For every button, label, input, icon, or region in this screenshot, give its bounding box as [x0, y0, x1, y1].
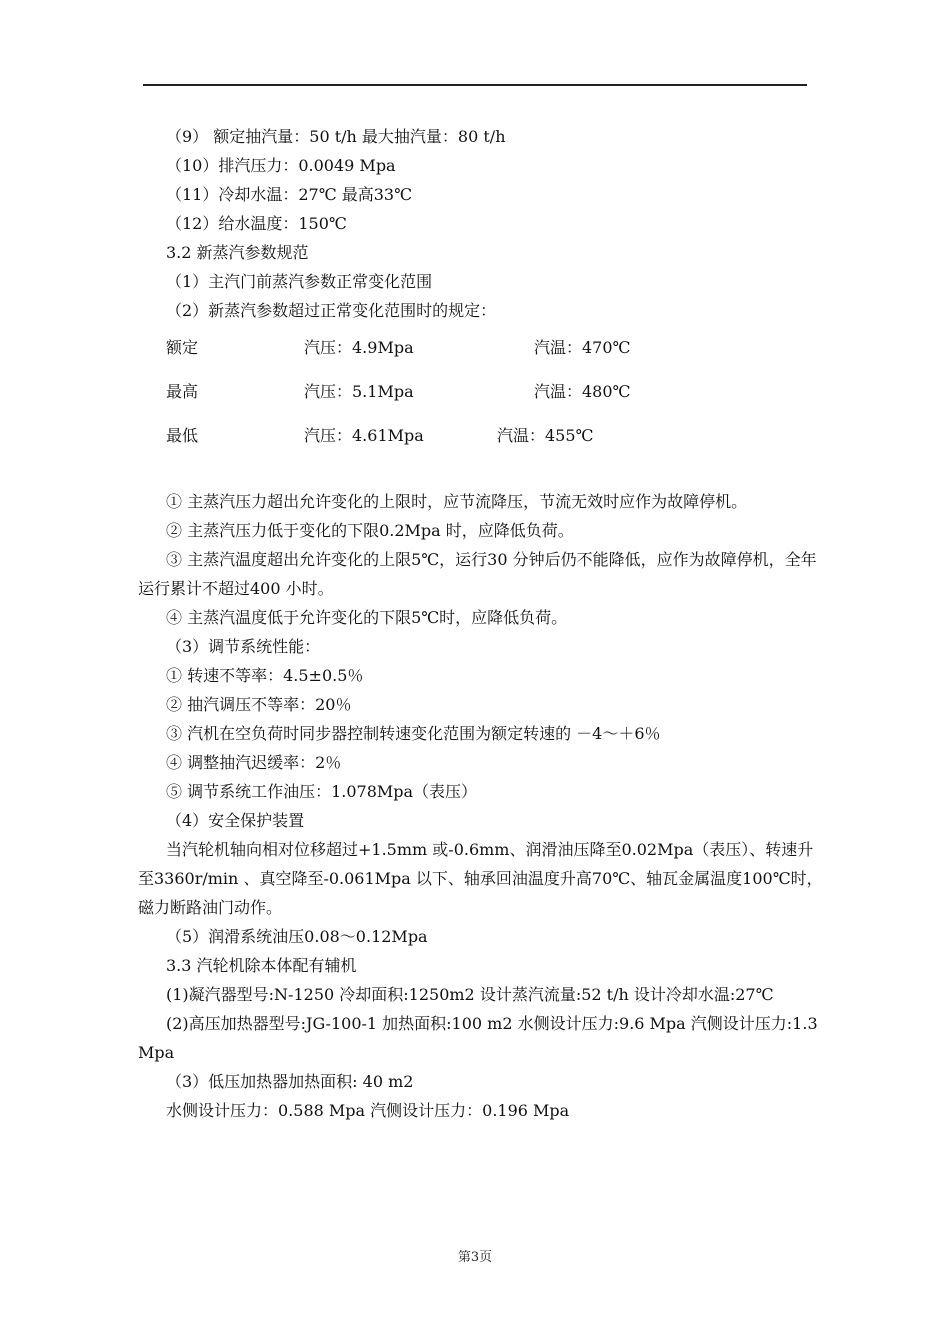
rule-temperature-lower-limit: ④ 主蒸汽温度低于允许变化的下限5℃时，应降低负荷。 [166, 608, 568, 627]
param-label: 最高 [166, 382, 199, 401]
safety-protection-description: 当汽轮机轴向相对位移超过+1.5mm 或-0.6mm、润滑油压降至0.02Mpa（表压）、转速升至3360r/min 、真空降至-0.061Mpa 以下、轴承回油温度升高70℃、轴瓦金属温度100℃时，磁力断路油门动作。 [138, 840, 823, 917]
rule-pressure-lower-limit: ② 主蒸汽压力低于变化的下限0.2Mpa 时，应降低负荷。 [166, 521, 574, 540]
steam-parameter-table [138, 333, 828, 465]
section-heading-3-2: 3.2 新蒸汽参数规范 [166, 243, 309, 262]
spec-line-exhaust-pressure: （10）排汽压力：0.0049 Mpa [166, 156, 396, 175]
item-safety-protection: （4）安全保护装置 [166, 811, 305, 830]
aux-condenser: (1)凝汽器型号:N-1250 冷却面积:1250m2 设计蒸汽流量:52 t/h 设计冷却水温:27℃ [166, 985, 774, 1004]
section-heading-3-3: 3.3 汽轮机除本体配有辅机 [166, 956, 357, 975]
param-row-min [138, 421, 828, 465]
spec-line-feed-water-temp: （12）给水温度：150℃ [166, 214, 347, 233]
rule-pressure-upper-limit: ① 主蒸汽压力超出允许变化的上限时，应节流降压，节流无效时应作为故障停机。 [166, 492, 748, 511]
aux-hp-heater: (2)高压加热器型号:JG-100-1 加热面积:100 m2 水侧设计压力:9.6 Mpa 汽侧设计压力:1.3 Mpa [138, 1014, 818, 1062]
item-steam-exceed-rules: （2）新蒸汽参数超过正常变化范围时的规定： [166, 301, 497, 320]
param-temperature: 汽温：455℃ [497, 426, 594, 445]
header-rule [143, 84, 807, 86]
aux-lp-heater: （3）低压加热器加热面积: 40 m2 [166, 1072, 414, 1091]
perf-oil-pressure: ⑤ 调节系统工作油压：1.078Mpa（表压） [166, 782, 478, 801]
param-label: 最低 [166, 426, 199, 445]
aux-lp-heater-pressures: 水侧设计压力：0.588 Mpa 汽侧设计压力：0.196 Mpa [166, 1101, 570, 1120]
page-number: 第3页 [457, 1250, 493, 1265]
param-row-rated [138, 333, 828, 377]
perf-speed-droop: ① 转速不等率：4.5±0.5％ [166, 666, 364, 685]
param-pressure: 汽压：4.9Mpa [304, 338, 414, 357]
perf-extraction-deadband: ④ 调整抽汽迟缓率：2％ [166, 753, 342, 772]
spec-line-cooling-water-temp: （11）冷却水温：27℃ 最高33℃ [166, 185, 412, 204]
item-lube-oil-pressure: （5）润滑系统油压0.08～0.12Mpa [166, 927, 428, 946]
param-temperature: 汽温：470℃ [534, 338, 631, 357]
perf-synchronizer-range: ③ 汽机在空负荷时同步器控制转速变化范围为额定转速的 －4～＋6％ [166, 724, 661, 743]
param-temperature: 汽温：480℃ [534, 382, 631, 401]
param-pressure: 汽压：4.61Mpa [304, 426, 424, 445]
perf-extraction-droop: ② 抽汽调压不等率：20％ [166, 695, 352, 714]
param-row-max [138, 377, 828, 421]
rule-temperature-upper-limit: ③ 主蒸汽温度超出允许变化的上限5℃，运行30 分钟后仍不能降低，应作为故障停机，全年运行累计不超过400 小时。 [138, 550, 817, 598]
document-body [138, 122, 828, 1125]
param-label: 额定 [166, 338, 199, 357]
item-main-steam-range: （1）主汽门前蒸汽参数正常变化范围 [166, 272, 433, 291]
param-pressure: 汽压：5.1Mpa [304, 382, 414, 401]
spec-line-rated-extraction: （9） 额定抽汽量：50 t/h 最大抽汽量：80 t/h [166, 127, 506, 146]
item-regulation-performance: （3）调节系统性能： [166, 637, 321, 656]
